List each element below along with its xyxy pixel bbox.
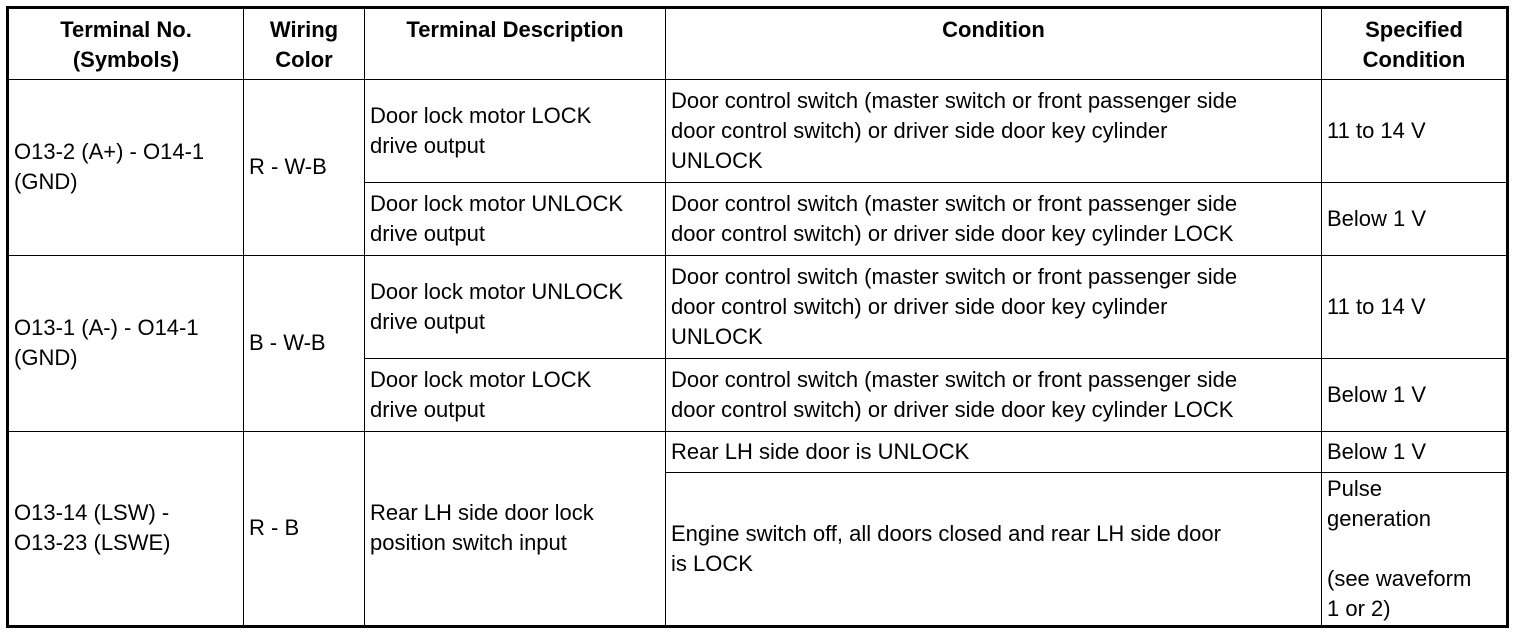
header-condition: Condition	[666, 8, 1322, 80]
header-terminal-description: Terminal Description	[365, 8, 666, 80]
specified-condition-cell: Below 1 V	[1322, 431, 1508, 472]
condition-cell: Door control switch (master switch or front passenger side door control switch) or driver side door key cylinder UNLOCK	[666, 255, 1322, 358]
table-row	[8, 431, 1508, 472]
table-row	[8, 80, 1508, 183]
description-cell: Rear LH side door lock position switch input	[365, 431, 666, 626]
wiring-color-cell: R - W-B	[244, 80, 365, 256]
description-cell: Door lock motor LOCK drive output	[365, 80, 666, 183]
header-terminal-no: Terminal No. (Symbols)	[8, 8, 244, 80]
condition-cell: Door control switch (master switch or front passenger side door control switch) or driver side door key cylinder UNLOCK	[666, 80, 1322, 183]
specified-condition-cell: Below 1 V	[1322, 182, 1508, 255]
description-cell: Door lock motor UNLOCK drive output	[365, 182, 666, 255]
wiring-color-cell: R - B	[244, 431, 365, 626]
header-row	[8, 8, 1508, 80]
specified-condition-cell: Below 1 V	[1322, 358, 1508, 431]
terminal-cell: O13-1 (A-) - O14-1 (GND)	[8, 255, 244, 431]
description-cell: Door lock motor UNLOCK drive output	[365, 255, 666, 358]
header-wiring-color: Wiring Color	[244, 8, 365, 80]
table-row	[8, 255, 1508, 358]
condition-cell: Rear LH side door is UNLOCK	[666, 431, 1322, 472]
terminal-cell: O13-2 (A+) - O14-1 (GND)	[8, 80, 244, 256]
terminal-inspection-table	[6, 6, 1509, 628]
terminal-cell: O13-14 (LSW) - O13-23 (LSWE)	[8, 431, 244, 626]
specified-condition-cell: Pulse generation (see waveform 1 or 2)	[1322, 473, 1508, 627]
description-cell: Door lock motor LOCK drive output	[365, 358, 666, 431]
condition-cell: Door control switch (master switch or front passenger side door control switch) or driver side door key cylinder LOCK	[666, 358, 1322, 431]
wiring-color-cell: B - W-B	[244, 255, 365, 431]
specified-condition-cell: 11 to 14 V	[1322, 80, 1508, 183]
condition-cell: Engine switch off, all doors closed and rear LH side door is LOCK	[666, 473, 1322, 627]
condition-cell: Door control switch (master switch or front passenger side door control switch) or driver side door key cylinder LOCK	[666, 182, 1322, 255]
specified-condition-cell: 11 to 14 V	[1322, 255, 1508, 358]
header-specified-condition: Specified Condition	[1322, 8, 1508, 80]
